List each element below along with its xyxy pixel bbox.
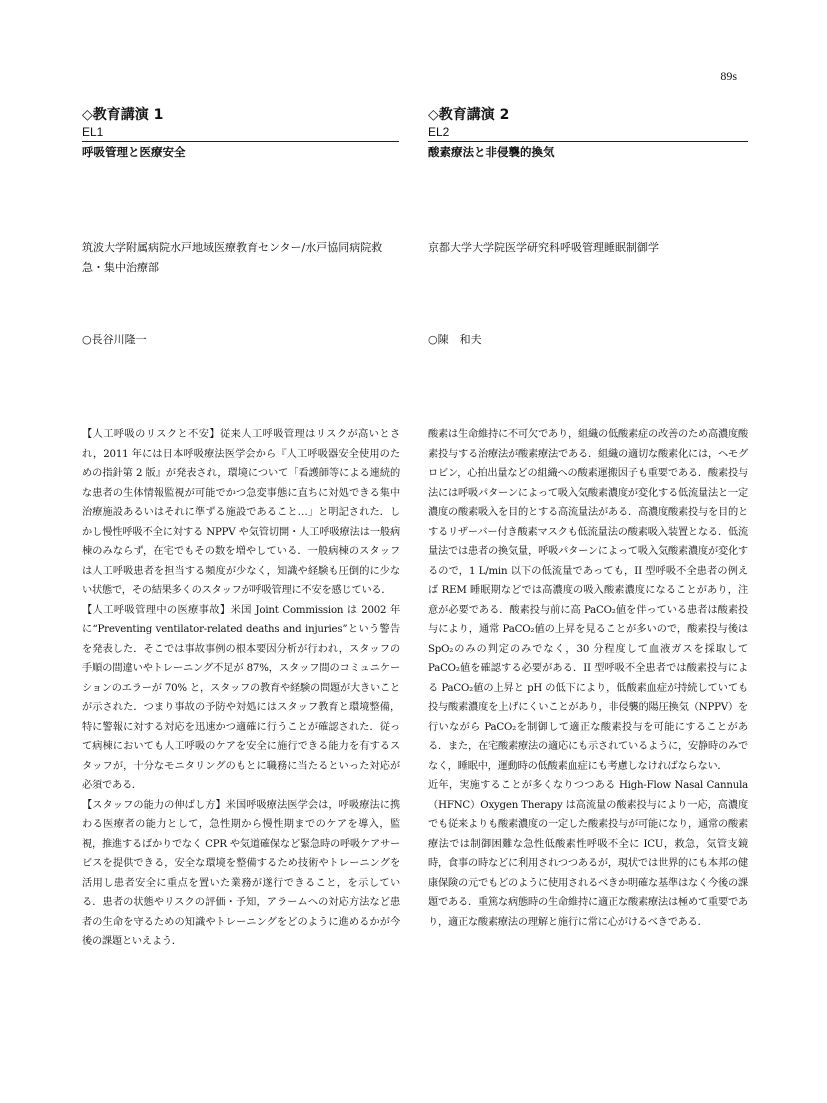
abstract-paragraph: 【スタッフの能力の伸ばし方】米国呼吸療法医学会は，呼吸療法に携わる医療者の能力として，急性期から慢性期までのケアを導入，監視，推進するばかりでなく CPR や気道確保など緊急時の呼吸ケアサービスを提供できる，安全な環境を整備するため技術やトレーニングを活用し患者安全に重点を置いた業務が遂行できること，を示している．患者の状態やリスクの評価・予知，アラームへの対応方法など患者の生命を守るための知識やトレーニングをどのように進めるかが今後の課題といえよう． — [82, 799, 400, 947]
lecture-2-subtitle: 酸素療法と非侵襲的換気 — [428, 145, 555, 159]
page-number: 89s — [720, 69, 737, 83]
lecture-2-header — [428, 105, 748, 160]
lecture-2-affiliation: 京都大学大学院医学研究科呼吸管理睡眠制御学 — [428, 241, 659, 254]
lecture-2-title: ◇教育講演 2 — [428, 107, 510, 123]
lecture-1-author: ○長谷川隆一 — [82, 333, 147, 346]
abstract-paragraph: 酸素は生命維持に不可欠であり，組織の低酸素症の改善のため高濃度酸素投与する治療法が酸素療法である．組織の適切な酸素化には，ヘモグロビン，心拍出量などの組織への酸素運搬因子も重要である．酸素投与法には呼吸パターンによって吸入気酸素濃度が変化する低流量法と一定濃度の酸素吸入を目的とする高流量法がある．高濃度酸素投与を目的とするリザーバー付き酸素マスクも低流量法の酸素吸入装置となる．低流量法では患者の換気量，呼吸パターンによって吸入気酸素濃度が変化するので，1 L/min 以下の低流量であっても，II 型呼吸不全患者の例えば REM 睡眠期などでは高濃度の吸入酸素濃度になることがあり，注意が必要である．酸素投与前に高 PaCO₂値を伴っている患者は酸素投与により，通常 PaCO₂値の上昇を見ることが多いので，酸素投与後は SpO₂のみの判定のみでなく，30 分程度して血液ガスを採取して PaCO₂値を確認する必要がある．II 型呼吸不全患者では酸素投与による PaCO₂値の上昇と pH の低下により，低酸素血症が持続していても投与酸素濃度を上げにくいことがあり，非侵襲的陽圧換気（NPPV）を行いながら PaCO₂を制御して適正な酸素投与を可能にすることがある．また，在宅酸素療法の適応にも示されているように，安静時のみでなく，睡眠中，運動時の低酸素血症にも考慮しなければならない． — [428, 429, 748, 772]
lecture-2-divider — [428, 141, 748, 142]
abstract-paragraph: 【人工呼吸管理中の医療事故】米国 Joint Commission は 2002 年に“Preventing ventilator-related deaths and injuries”という警告を発表した．そこでは事故事例の根本要因分析が行われ，スタッフの手順の間違いやトレーニング不足が 87%，スタッフ間のコミュニケーションのエラーが 70% と，スタッフの教育や経験の問題が大きいことが示された．つまり事故の予防や対処にはスタッフ教育と環境整備，特に警報に対する対応を迅速かつ適確に行うことが確認された．従って病棟においても人工呼吸のケアを安全に施行できる能力を有するスタッフが，十分なモニタリングのもとに職務に当たるといった対応が必須である． — [82, 604, 400, 791]
lecture-1-affiliation: 筑波大学附属病院水戸地域医療教育センター/水戸協同病院救急・集中治療部 — [82, 241, 383, 274]
lecture-1-abstract — [82, 425, 400, 952]
lecture-2-author: ○陳 和夫 — [428, 333, 482, 346]
lecture-1-subtitle: 呼吸管理と医療安全 — [82, 145, 186, 159]
abstract-paragraph: 近年，実施することが多くなりつつある High-Flow Nasal Cannula（HFNC）Oxygen Therapy は高流量の酸素投与により一応，高濃度でも従来よりも酸素濃度の一定した酸素投与が可能になり，通常の酸素療法では制御困難な急性低酸素性呼吸不全に ICU，救急，気管支鏡時，食事の時などに利用されつつあるが，現状では世界的にも本邦の健康保険の元でもどのように使用されるべきか明確な基準はなく今後の課題である．重篤な病態時の生命維持に適正な酸素療法は極めて重要であり，適正な酸素療法の理解と施行に常に心がけるべきである． — [428, 780, 748, 928]
lecture-1-title: ◇教育講演 1 — [82, 107, 164, 123]
abstract-paragraph: 【人工呼吸のリスクと不安】従来人工呼吸管理はリスクが高いとされ，2011 年には日本呼吸療法医学会から『人工呼吸器安全使用のための指針第 2 版』が発表され，環境について「看護師等による連続的な患者の生体情報監視が可能でかつ急変事態に直ちに対処できる集中治療施設あるいはそれに準ずる施設であること…」と明記された．しかし慢性呼吸不全に対する NPPV や気管切開・人工呼吸療法は一般病棟のみならず，在宅でもその数を増やしている．一般病棟のスタッフは人工呼吸患者を担当する頻度が少なく，知識や経験も圧倒的に少ない状態で，その結果多くのスタッフが呼吸管理に不安を感じている． — [82, 429, 400, 596]
lecture-2-code: EL2 — [428, 125, 450, 139]
lecture-1-code: EL1 — [82, 125, 104, 139]
lecture-1-header — [82, 105, 399, 160]
lecture-1-divider — [82, 141, 399, 142]
lecture-2-abstract — [428, 425, 748, 932]
